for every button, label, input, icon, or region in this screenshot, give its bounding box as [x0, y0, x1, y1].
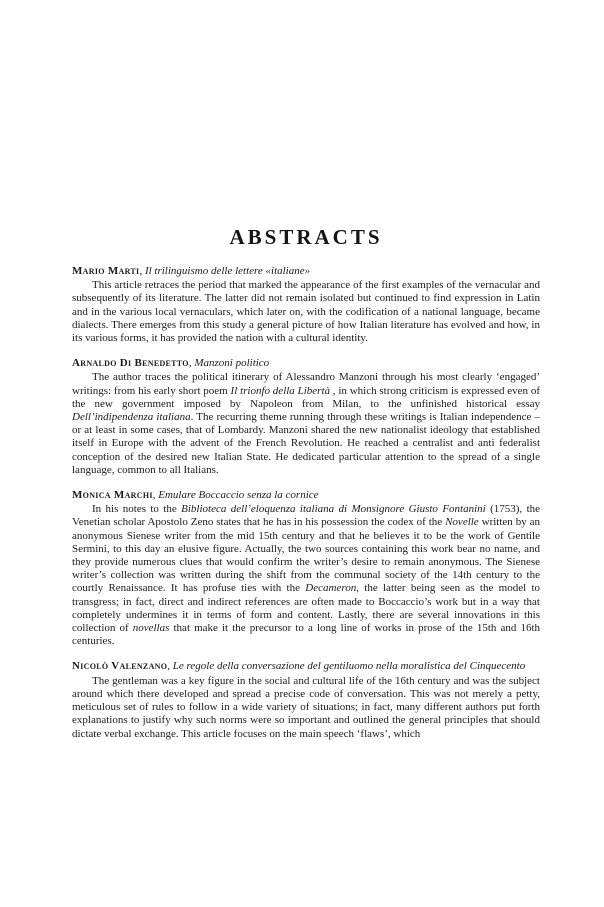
heading-separator: ,	[139, 265, 145, 277]
abstract-paragraph: The gentleman was a key figure in the social and cultural life of the 16th century and was the subject around which there developed and spread a precise code of conversation. This was not merely a petty, meticulous set of rules to follow in a wide variety of situations; in fact, many different authors put forth explanations to justify why such norms were so important and outlined the general principles that should dictate verbal exchange. This article focuses on the main speech ‘flaws’, which	[72, 674, 540, 740]
abstract-section	[72, 489, 540, 648]
heading-separator: ,	[188, 357, 195, 370]
abstract-list	[72, 265, 540, 741]
abstract-heading	[72, 489, 540, 502]
work-title: Il trilinguismo delle lettere «italiane»	[144, 265, 311, 277]
author-name: Monica Marchi	[72, 489, 153, 502]
abstract-heading	[72, 660, 540, 673]
abstract-section	[72, 660, 540, 740]
author-name: Nicolò Valenzano	[72, 660, 168, 673]
abstract-paragraph: In his notes to the Biblioteca dell’eloquenza italiana di Monsignore Giusto Fontanini (1753), the Venetian scholar Apostolo Zeno states that he has in his possession the codex of the Novelle written by an anonymous Sienese writer from the mid 15th century and that he believes it to be the work of Gentile Sermini, to this day an elusive figure. Actually, the two sources containing this work bear no name, and they provide numerous clues that would confirm the writer’s desire to remain anonymous. The Sienese writer’s collection was written during the shift from the communal society of the 14th century to the courtly Renaissance. It has profuse ties with the Decameron, the latter being seen as the model to transgress; in fact, direct and indirect references are often made to Boccaccio’s work but in a way that completely undermines it in terms of form and content. Lastly, there are several innovations in this collection of novellas that make it the precursor to a long line of works in prose of the 15th and 16th centuries.	[72, 503, 541, 648]
abstract-section	[72, 357, 540, 477]
abstract-section	[72, 265, 540, 345]
work-title: Le regole della conversazione del gentiluomo nella moralistica del Cinquecento	[172, 660, 526, 673]
author-name: Arnaldo Di Benedetto	[72, 357, 189, 370]
page-title: ABSTRACTS	[229, 225, 383, 249]
heading-separator: ,	[152, 489, 159, 502]
abstract-heading	[72, 265, 540, 278]
abstract-heading	[72, 357, 540, 370]
heading-separator: ,	[167, 660, 173, 673]
work-title: Manzoni politico	[194, 357, 270, 370]
work-title: Emulare Boccaccio senza la cornice	[158, 489, 319, 502]
author-name: Mario Marti	[72, 265, 140, 277]
abstract-paragraph: The author traces the political itinerary of Alessandro Manzoni through his most clearly ‘engaged’ writings: from his early short poem Il trionfo della Libertà , in which strong criticism is expressed even of the new government imposed by Napoleon from Milan, to the unfinished historical essay Dell’indipendenza italiana. The recurring theme running through these writings is Italian independence – or at least in some cases, that of Lombardy. Manzoni shared the new nationalist ideology that established itself in Europe with the advent of the French Revolution. He reached a centralist and anti federalist conception of the desired new Italian State. He dedicated particular attention to the spread of a single language, common to all Italians.	[72, 371, 541, 476]
abstract-paragraph: This article retraces the period that marked the appearance of the first examples of the vernacular and subsequently of its literature. The latter did not remain isolated but continued to find expression in Latin and in the various local vernaculars, which later on, with the codification of a national language, became dialects. There emerges from this study a general picture of how Italian literature has evolved and how, in its various forms, it has provided the nation with a cultural identity.	[72, 279, 540, 345]
